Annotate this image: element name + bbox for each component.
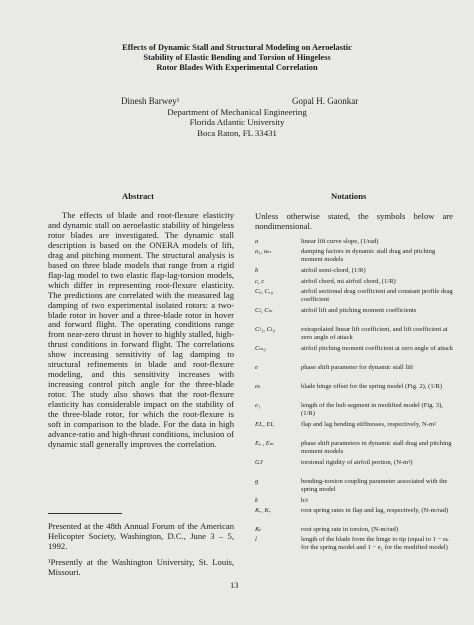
footnotes: [48, 521, 234, 582]
paper-title: [60, 43, 414, 74]
notation-symbol: c, c: [255, 278, 265, 285]
notation-symbol: l: [255, 536, 257, 543]
notation-symbol: e₁: [255, 402, 261, 409]
notation-symbol: eₕ: [255, 383, 261, 390]
notation-definition: airfoil chord, mi airfoil chord, (1/R): [301, 278, 396, 285]
notation-symbol: Cₗ, Cₘ: [255, 307, 273, 314]
notation-symbol: Cₑ, Cₓ₀: [255, 288, 273, 295]
notation-symbol: g: [255, 478, 259, 485]
notation-definition: root spring rate in torsion, (N-m/rad): [301, 526, 399, 533]
abstract-paragraph: The effects of blade and root-flexure elasticity and dynamic stall on aeroelastic stability of hingeless rotor blades are investigated. The dynamic stall description is based on the ONERA models of lift, drag and pitching moment. The structural analysis is based on three blade models that range from a rigid flap-lag model to two elastic flap-lag-torsion models, which differ in representing root-flexure elasticity. The predictions are correlated with the measured lag damping of two experimental isolated rotors: a two-blade rotor in hover and a three-blade rotor in hover and forward flight. The operating conditions range from near-zero thrust in hover to highly stalled, high-thrust conditions in forward flight. The correlations show increasing sensitivity of lag damping to structural refinements in blade and root-flexure modeling, and this sensitivity increases with increasing control pitch angle for the three-blade rotor. The study also shows that the root-flexure elasticity has considerable impact on the stability of the three-blade rotor, for which the root-flexure is soft in comparison to the blade. For the data in high advance-ratio and high-thrust conditions, inclusion of dynamic stall generally improves the correlation.: [48, 210, 234, 449]
page-number: 13: [230, 580, 239, 590]
author-barwey: Dinesh Barwey¹: [121, 96, 180, 106]
notation-symbol: Cₗ₁, Cₗ₀: [255, 326, 275, 333]
notation-definition: torsional rigidity of airfoil portion, (N-m²): [301, 459, 413, 466]
notation-symbol: Kₜ: [255, 526, 262, 533]
affiliation: [100, 107, 374, 138]
abstract-body: [48, 211, 234, 450]
notation-symbol: Cₘ₀: [255, 345, 266, 352]
notation-symbol: k: [255, 497, 258, 504]
title-line: Rotor Blades With Experimental Correlation: [156, 63, 318, 73]
notation-definition: blade hinge offset for the spring model (Fig. 2), (1/R): [301, 383, 443, 390]
notation-definition: length of the hub segment in modified model (Fig. 3), (1/R): [301, 402, 443, 417]
notation-definition: phase shift parameter for dynamic stall lift: [301, 364, 414, 371]
footnote-affiliation: ¹Presently at the Washington University, St. Louis, Missouri.: [48, 556, 234, 577]
notation-definition: airfoil pitching moment coefficient at zero angle of attack: [301, 345, 454, 352]
notation-symbol: e: [255, 364, 258, 371]
notation-definition: extrapolated linear lift coefficient, and lift coefficient at zero angle of attack: [301, 326, 448, 341]
notation-symbol: Eₑ , Eₘ: [255, 440, 274, 447]
notation-definition: bending-torsion coupling parameter associated with the spring model: [301, 478, 448, 493]
abstract-heading: Abstract: [122, 191, 154, 201]
footnote-rule: [48, 513, 122, 514]
notation-definition: airfoil sectional drag coefficient and constant profile drag coefficient: [301, 288, 453, 303]
notation-definition: phase shift parameters in dynamic stall drag and pitching moment models: [301, 440, 452, 455]
notation-symbol: Kᵥ, Kᵥ: [255, 507, 271, 514]
affiliation-line: Department of Mechanical Engineering: [167, 107, 307, 117]
notation-symbol: EIᵥ, EIᵥ: [255, 421, 275, 428]
notation-definition: airfoil semi-chord, (1/R): [301, 267, 366, 274]
notation-intro: Unless otherwise stated, the symbols below are nondimensional.: [255, 211, 453, 231]
notations-heading: Notations: [331, 191, 367, 201]
notation-definition: linear lift curve slope, (1/rad): [301, 238, 379, 245]
notation-definition: flap and lag bending stiffnesses, respectively, N-m²: [301, 421, 437, 428]
affiliation-line: Florida Atlantic University: [189, 117, 285, 128]
notation-definition: root spring rates in flap and lag, respectively, (N-m/rad): [301, 507, 449, 514]
notation-definition: length of the blade from the hinge to tip (equal to 1 − eₕ for the spring model and 1 − e₁ for the modified model): [301, 536, 449, 551]
title-line: Effects of Dynamic Stall and Structural Modeling on Aeroelastic: [122, 43, 352, 52]
affiliation-line: Boca Raton, FL 33431: [197, 127, 277, 138]
footnote-presented: Presented at the 48th Annual Forum of the American Helicopter Society, Washington, D.C., June 3 – 5, 1992.: [48, 521, 234, 552]
title-line: Stability of Elastic Bending and Torsion of Hingeless: [143, 53, 331, 63]
author-gaonkar: Gopal H. Gaonkar: [292, 96, 359, 106]
notation-definition: airfoil lift and pitching moment coefficients: [301, 307, 417, 314]
notation-definition: b/r: [301, 497, 309, 504]
notation-symbol: GJ: [255, 459, 263, 466]
notation-symbol: a₁, aₘ: [255, 248, 272, 255]
notation-definition: damping factors in dynamic stall drag and pitching moment models: [301, 248, 436, 263]
notation-symbol: b: [255, 267, 259, 274]
notation-symbol: a: [255, 238, 259, 245]
